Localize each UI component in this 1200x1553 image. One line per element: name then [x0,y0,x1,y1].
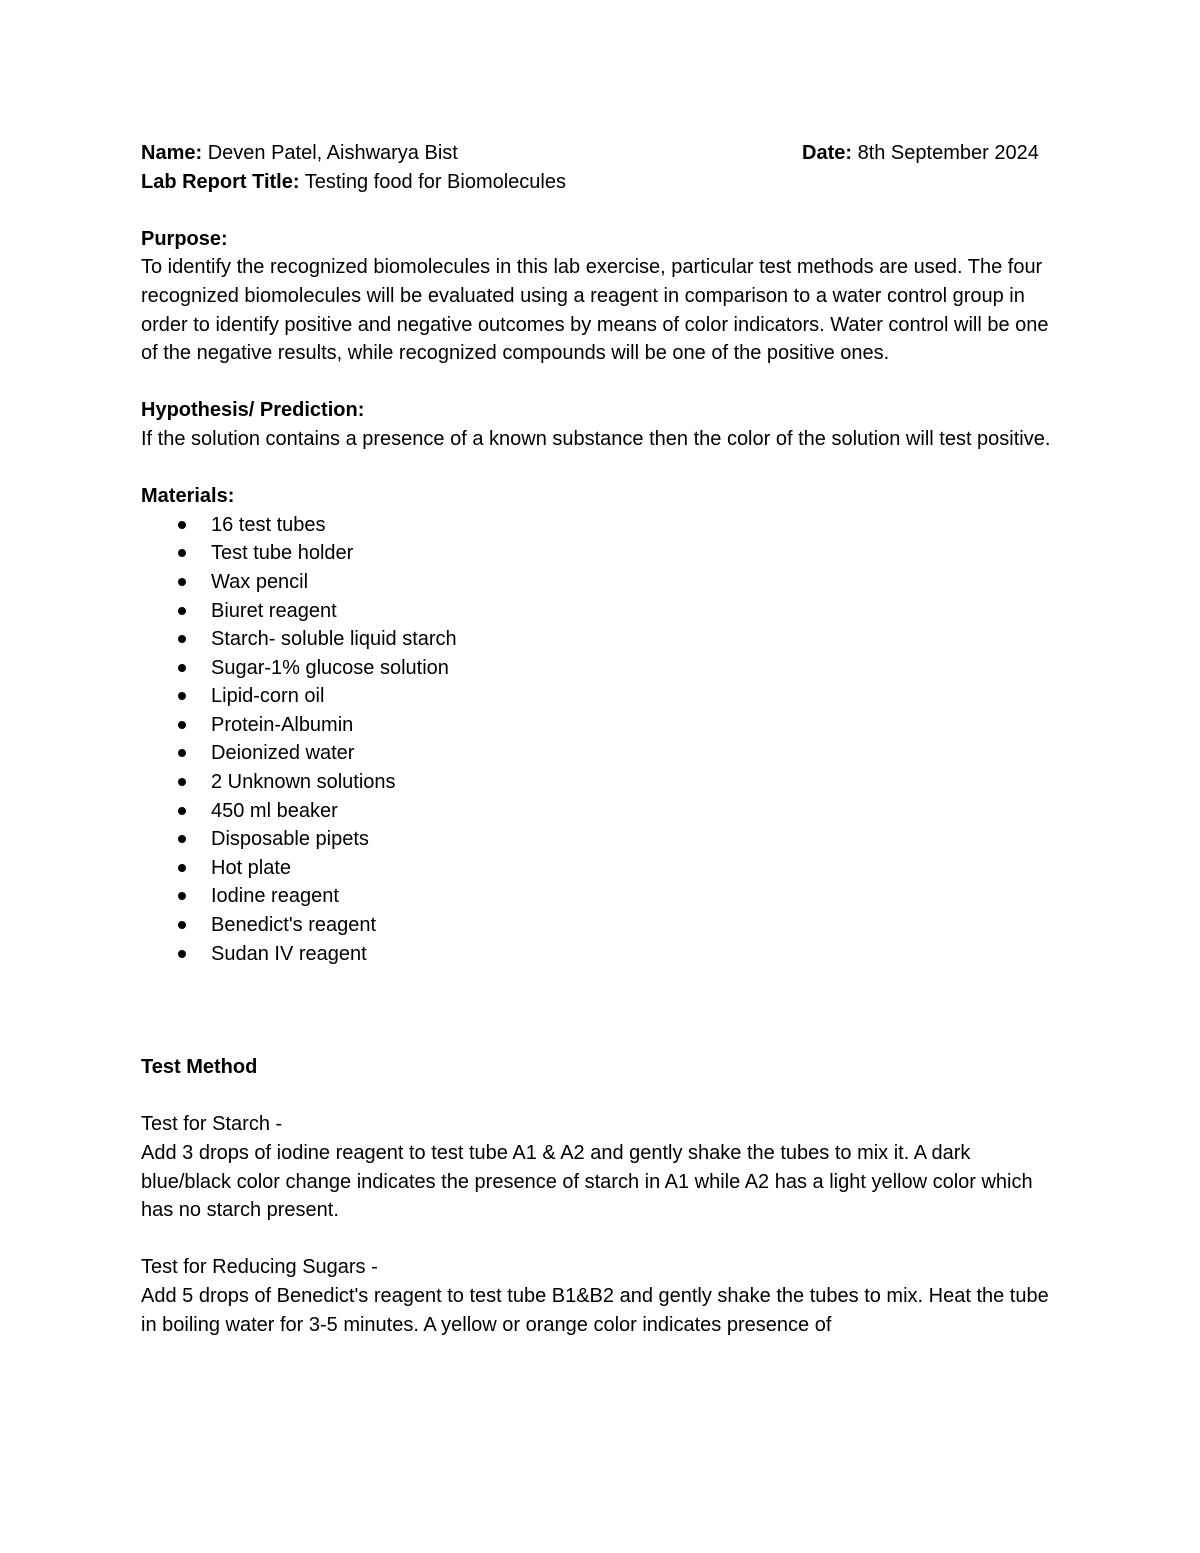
bullet-icon [178,578,186,586]
list-item: Biuret reagent [141,597,1061,626]
list-item: Disposable pipets [141,825,1061,854]
purpose-heading: Purpose: [141,227,228,250]
materials-list [141,511,1061,969]
list-item: Iodine reagent [141,882,1061,911]
bullet-icon [178,778,186,786]
list-item: 450 ml beaker [141,797,1061,826]
bullet-icon [178,521,186,529]
bullet-icon [178,864,186,872]
bullet-icon [178,807,186,815]
date-field [802,139,1039,168]
bullet-icon [178,607,186,615]
list-item: Deionized water [141,739,1061,768]
test-method-heading: Test Method [141,1056,258,1079]
bullet-icon [178,749,186,757]
document-page [141,139,1061,1339]
bullet-icon [178,892,186,900]
list-item: Starch- soluble liquid starch [141,625,1061,654]
sugar-test-title: Test for Reducing Sugars - [141,1256,378,1279]
name-label: Name: [141,142,203,164]
bullet-icon [178,835,186,843]
list-item: Sudan IV reagent [141,940,1061,969]
materials-section [141,482,1061,968]
date-label: Date: [802,142,853,164]
name-field [141,139,458,168]
list-item: Hot plate [141,854,1061,883]
bullet-icon [178,549,186,557]
bullet-icon [178,721,186,729]
list-item: Sugar-1% glucose solution [141,654,1061,683]
bullet-icon [178,921,186,929]
bullet-icon [178,664,186,672]
sugar-test-text: Add 5 drops of Benedict's reagent to test tube B1&B2 and gently shake the tubes to mix. Heat the tube in boiling water for 3-5 minutes. A yellow or orange color indicates presence of [141,1284,1049,1336]
title-row [141,168,1061,197]
starch-test-title: Test for Starch - [141,1113,283,1136]
purpose-text: To identify the recognized biomolecules in this lab exercise, particular test methods are used. The four recognized biomolecules will be evaluated using a reagent in comparison to a water control group in order to identify positive and negative outcomes by means of color indicators. Water control will be one of the negative results, while recognized compounds will be one of the positive ones. [141,256,1049,365]
list-item: Benedict's reagent [141,911,1061,940]
hypothesis-heading: Hypothesis/ Prediction: [141,399,365,422]
bullet-icon [178,692,186,700]
hypothesis-text: If the solution contains a presence of a known substance then the color of the solution will test positive. [141,427,1051,450]
test-method-section [141,1053,1061,1339]
name-row [141,139,1061,168]
list-item: 2 Unknown solutions [141,768,1061,797]
list-item: Protein-Albumin [141,711,1061,740]
list-item: Lipid-corn oil [141,682,1061,711]
starch-test-text: Add 3 drops of iodine reagent to test tube A1 & A2 and gently shake the tubes to mix it. A dark blue/black color change indicates the presence of starch in A1 while A2 has a light yellow color which has no starch present. [141,1142,1033,1222]
hypothesis-section [141,396,1061,453]
list-item: 16 test tubes [141,511,1061,540]
date-value: 8th September 2024 [852,142,1039,164]
title-label: Lab Report Title: [141,170,300,193]
bullet-icon [178,635,186,643]
name-value: Deven Patel, Aishwarya Bist [202,142,458,164]
bullet-icon [178,950,186,958]
title-value: Testing food for Biomolecules [299,170,566,193]
list-item: Test tube holder [141,539,1061,568]
list-item: Wax pencil [141,568,1061,597]
materials-heading: Materials: [141,485,235,508]
purpose-section [141,225,1061,368]
